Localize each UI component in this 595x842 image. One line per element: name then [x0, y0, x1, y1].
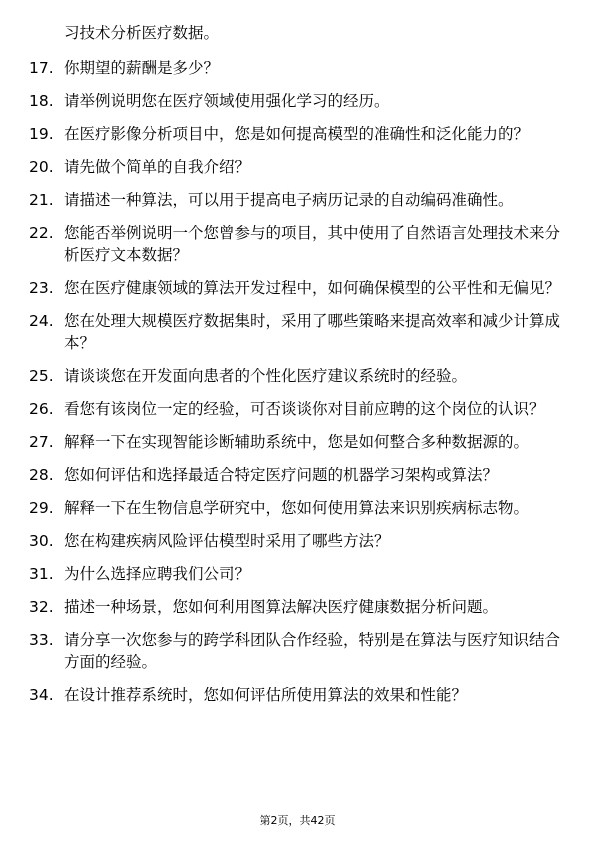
question-number: 28. — [29, 466, 54, 484]
question-text: 解释一下在生物信息学研究中，您如何使用算法来识别疾病标志物。 — [64, 499, 530, 517]
question-number: 30. — [29, 532, 54, 550]
question-text: 请举例说明您在医疗领域使用强化学习的经历。 — [64, 92, 390, 110]
question-number: 21. — [29, 191, 54, 209]
question-text: 看您有该岗位一定的经验，可否谈谈你对目前应聘的这个岗位的认识？ — [64, 400, 545, 418]
question-item — [0, 189, 595, 211]
question-number: 27. — [29, 433, 54, 451]
question-item — [0, 464, 595, 486]
question-number: 22. — [29, 224, 54, 242]
question-item — [0, 156, 595, 178]
question-number: 17. — [29, 59, 54, 77]
question-number: 31. — [29, 565, 54, 583]
question-item — [0, 684, 595, 706]
question-number: 26. — [29, 400, 54, 418]
question-text: 请先做个简单的自我介绍？ — [64, 158, 251, 176]
question-item — [0, 57, 595, 79]
question-item — [0, 398, 595, 420]
page-number-label: 第2页，共42页 — [259, 814, 336, 827]
question-number: 23. — [29, 279, 54, 297]
question-number: 29. — [29, 499, 54, 517]
question-item — [0, 563, 595, 585]
question-text: 您在构建疾病风险评估模型时采用了哪些方法？ — [64, 532, 390, 550]
question-list — [0, 57, 595, 717]
question-text: 请谈谈您在开发面向患者的个性化医疗建议系统时的经验。 — [64, 367, 468, 385]
question-text: 为什么选择应聘我们公司？ — [64, 565, 251, 583]
question-text: 请分享一次您参与的跨学科团队合作经验，特别是在算法与医疗知识结合方面的经验。 — [64, 631, 561, 671]
question-item — [0, 530, 595, 552]
question-text: 您在处理大规模医疗数据集时，采用了哪些策略来提高效率和减少计算成本？ — [64, 312, 561, 352]
question-number: 34. — [29, 686, 54, 704]
question-text: 您如何评估和选择最适合特定医疗问题的机器学习架构或算法？ — [64, 466, 499, 484]
question-text: 请描述一种算法，可以用于提高电子病历记录的自动编码准确性。 — [64, 191, 514, 209]
question-number: 18. — [29, 92, 54, 110]
question-item — [0, 310, 595, 354]
question-text: 您在医疗健康领域的算法开发过程中，如何确保模型的公平性和无偏见？ — [64, 279, 561, 297]
continued-question-text: 习技术分析医疗数据。 — [64, 24, 220, 42]
question-item — [0, 497, 595, 519]
question-text: 在设计推荐系统时，您如何评估所使用算法的效果和性能？ — [64, 686, 468, 704]
question-item — [0, 123, 595, 145]
question-item — [0, 277, 595, 299]
question-text: 描述一种场景，您如何利用图算法解决医疗健康数据分析问题。 — [64, 598, 499, 616]
question-text: 你期望的薪酬是多少？ — [64, 59, 220, 77]
question-number: 19. — [29, 125, 54, 143]
question-item — [0, 222, 595, 266]
question-item — [0, 365, 595, 387]
question-number: 25. — [29, 367, 54, 385]
question-item — [0, 596, 595, 618]
question-number: 24. — [29, 312, 54, 330]
question-item — [0, 629, 595, 673]
question-number: 20. — [29, 158, 54, 176]
page-footer — [0, 814, 595, 828]
question-text: 在医疗影像分析项目中，您是如何提高模型的准确性和泛化能力的？ — [64, 125, 530, 143]
question-item — [0, 90, 595, 112]
question-item — [0, 431, 595, 453]
question-text: 您能否举例说明一个您曾参与的项目，其中使用了自然语言处理技术来分析医疗文本数据？ — [64, 224, 561, 264]
question-text: 解释一下在实现智能诊断辅助系统中，您是如何整合多种数据源的。 — [64, 433, 530, 451]
question-number: 32. — [29, 598, 54, 616]
question-number: 33. — [29, 631, 54, 649]
